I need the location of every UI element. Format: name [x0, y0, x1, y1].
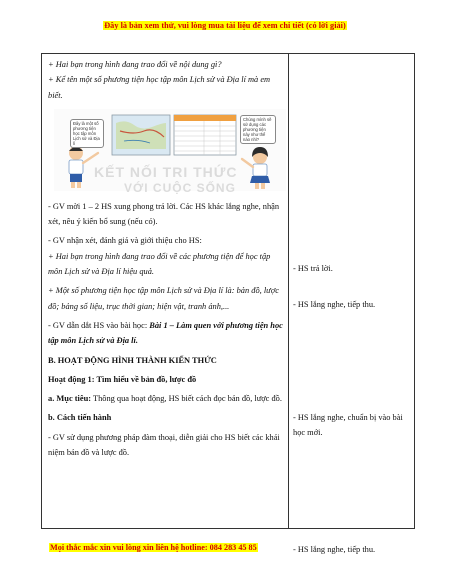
- lesson-intro: [48, 318, 284, 349]
- bottom-banner: [49, 543, 258, 552]
- activity-1-heading: Hoạt động 1: Tìm hiểu về bản đồ, lược đồ: [48, 374, 197, 384]
- lesson-illustration: [54, 109, 286, 195]
- teacher-step-invite: - GV mời 1 – 2 HS xung phong trả lời. Các HS khác lắng nghe, nhận xét, nêu ý kiến bổ sung (nếu có).: [48, 201, 280, 227]
- speech-bubble-left: Đây là một số phương tiện học tập môn Lịch sử và Địa lí: [70, 119, 104, 148]
- teacher-step-feedback: - GV nhận xét, đánh giá và giới thiệu cho HS:: [48, 236, 202, 246]
- answer-2: + Một số phương tiện học tập môn Lịch sử và Địa lí là: bản đồ, lược đồ; bảng số liệu, trục thời gian; hiện vật, tranh ảnh,...: [48, 286, 279, 311]
- section-b-heading: B. HOẠT ĐỘNG HÌNH THÀNH KIẾN THỨC: [48, 355, 217, 365]
- question-2: + Kể tên một số phương tiện học tập môn Lịch sử và Địa lí mà em biết.: [48, 75, 271, 100]
- objective-text: Thông qua hoạt động, HS biết cách đọc bản đồ, lược đồ.: [91, 394, 282, 404]
- top-banner-text: Đây là bản xem thử, vui lòng mua tài liệu để xem chi tiết (có lời giải): [104, 21, 346, 30]
- column-divider: [288, 54, 289, 528]
- bottom-banner-text: Mọi thắc mắc xin vui lòng xin liên hệ hotline: 084 283 45 85: [50, 543, 257, 552]
- lesson-intro-prefix: - GV dẫn dắt HS vào bài học:: [48, 320, 150, 330]
- objective-label: a. Mục tiêu:: [48, 394, 92, 404]
- student-response-2: - HS lắng nghe, tiếp thu.: [293, 300, 376, 309]
- answer-1: + Hai bạn trong hình đang trao đổi về các phương tiện để học tập môn Lịch sử và Địa lí hiệu quả.: [48, 251, 271, 277]
- watermark-line-2: VỚI CUỘC SỐNG: [124, 180, 236, 195]
- question-1: + Hai bạn trong hình đang trao đổi về nội dung gì?: [48, 60, 222, 69]
- student-response-4: - HS lắng nghe, tiếp thu.: [293, 545, 376, 554]
- student-response-1: - HS trả lời.: [293, 264, 333, 273]
- student-response-3: - HS lắng nghe, chuẩn bị vào bài học mới.: [293, 413, 403, 438]
- watermark-line-1: KẾT NỐI TRI THỨC: [94, 163, 238, 180]
- speech-bubble-right: Chúng mình sẽ sử dụng các phương tiện này như thế nào nhỉ?: [240, 115, 276, 144]
- lesson-title: Bài 1 – Làm quen với phương tiện học tập môn Lịch sử và Địa lí.: [48, 320, 283, 346]
- procedure-heading: b. Cách tiến hành: [48, 413, 112, 423]
- teacher-step-explain: - GV sử dụng phương pháp đàm thoại, diễn giải cho HS biết các khái niệm bản đồ và lược đồ.: [48, 432, 280, 458]
- objective: [48, 391, 284, 406]
- top-banner: [0, 21, 450, 30]
- teacher-activities-column: [48, 57, 284, 460]
